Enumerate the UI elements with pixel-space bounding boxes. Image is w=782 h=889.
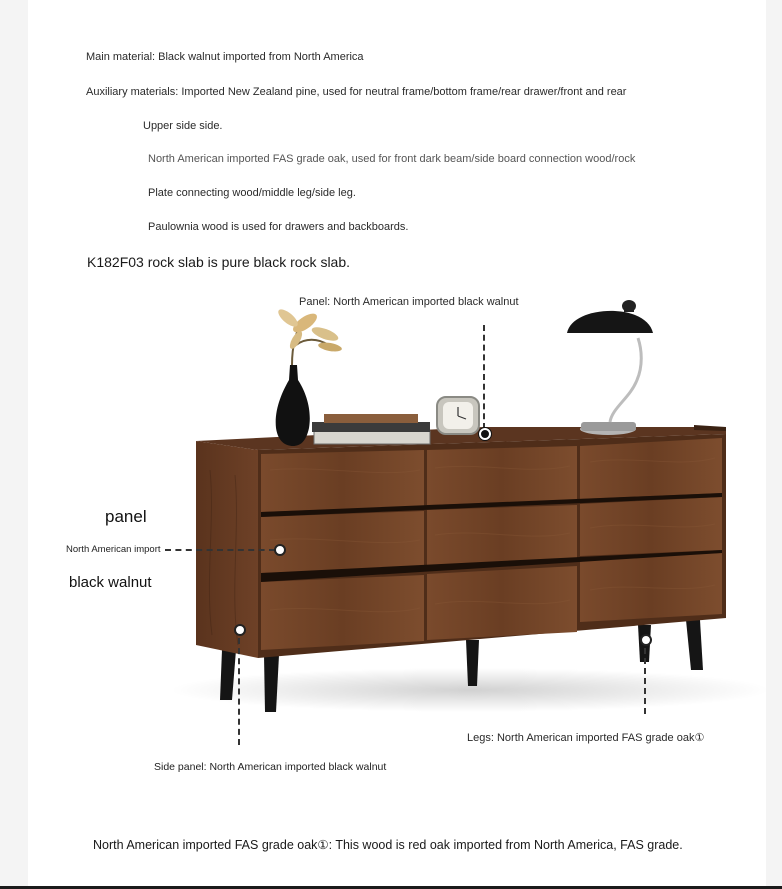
upper-side-text: Upper side side. <box>143 120 223 132</box>
panel-top-leader <box>483 325 485 429</box>
drawer-7 <box>261 575 424 650</box>
rock-slab-text: K182F03 rock slab is pure black rock slab. <box>87 254 351 270</box>
oak-usage-text: North American imported FAS grade oak, used for front dark beam/side board connection wood/rock <box>148 153 636 165</box>
panel-left-leader <box>165 549 275 551</box>
legs-label: Legs: North American imported FAS grade oak① <box>467 732 705 744</box>
drawer-3 <box>580 438 722 499</box>
leg-right <box>686 620 703 670</box>
desk-lamp <box>567 300 653 435</box>
paulownia-text: Paulownia wood is used for drawers and backboards. <box>148 221 409 233</box>
auxiliary-material-text: Auxiliary materials: Imported New Zealand pine, used for neutral frame/bottom frame/rear drawer/front and rear <box>86 86 627 98</box>
panel-left-marker <box>274 544 286 556</box>
panel-top-label: Panel: North American imported black walnut <box>299 296 519 308</box>
drawer-1 <box>261 450 424 512</box>
dresser-top-rim <box>694 425 726 431</box>
panel-top-marker <box>479 428 491 440</box>
panel-small-label: North American import <box>66 544 161 555</box>
leg-back-mid <box>466 640 479 686</box>
panel-big-label: panel <box>105 507 147 526</box>
side-panel-marker <box>234 624 246 636</box>
legs-leader <box>644 648 646 714</box>
black-walnut-label: black walnut <box>69 574 152 591</box>
clock <box>437 397 479 434</box>
footnote-text: North American imported FAS grade oak①: This wood is red oak imported from North America, FAS grade. <box>93 838 683 852</box>
main-material-text: Main material: Black walnut imported from North America <box>86 51 364 63</box>
drawer-2 <box>427 446 577 505</box>
side-panel-label: Side panel: North American imported black walnut <box>154 761 387 773</box>
books <box>312 414 430 444</box>
legs-marker <box>640 634 652 646</box>
side-panel-leader <box>238 638 240 745</box>
plate-text: Plate connecting wood/middle leg/side leg. <box>148 187 356 199</box>
